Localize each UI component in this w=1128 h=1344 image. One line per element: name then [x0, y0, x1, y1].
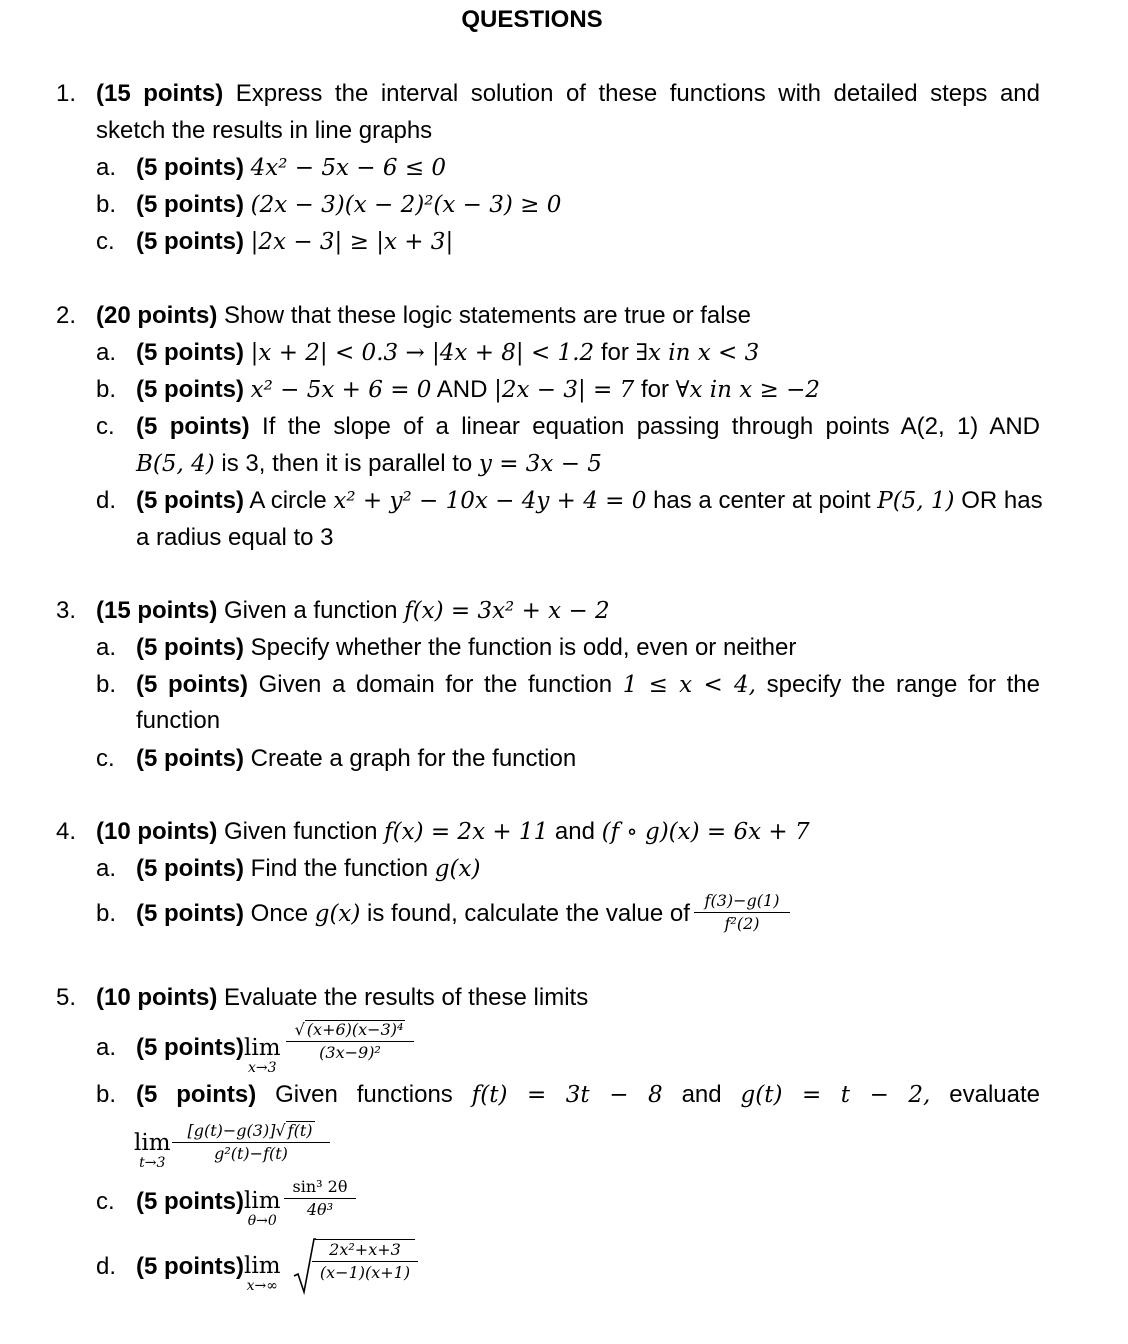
limit-operator [244, 1254, 281, 1294]
sub-text: and [681, 1081, 722, 1108]
math-expression: y = 3x − 5 [478, 451, 602, 477]
sub-text: Given functions [275, 1081, 453, 1108]
fraction-bar [694, 912, 790, 913]
radicand: f(t) [287, 1121, 313, 1140]
question-5-body [96, 983, 588, 1013]
sub-points: (5 points) [136, 855, 244, 882]
sub-text: is found, calculate the value of [367, 900, 690, 927]
sub-points: (5 points) [136, 900, 244, 927]
fraction [312, 1241, 418, 1282]
math-expression: |2x − 3| ≥ |x + 3| [250, 229, 454, 255]
fraction-numerator [172, 1121, 330, 1140]
question-points: (15 points) [96, 80, 224, 107]
sub-points: (5 points) [136, 1188, 244, 1215]
fraction-denominator: 4θ³ [306, 1200, 334, 1219]
math-expression: (2x − 3)(x − 2)²(x − 3) ≥ 0 [250, 192, 562, 218]
limit-word: lim [244, 1253, 281, 1279]
sub-question-5b-body [136, 1080, 1040, 1110]
sub-points: (5 points) [136, 339, 244, 366]
sub-label: b. [96, 376, 117, 403]
question-3-body [96, 596, 610, 626]
fraction-bar [284, 1198, 356, 1199]
question-text: Given function [224, 818, 378, 845]
sub-question-1c-body [136, 227, 453, 257]
fraction-denominator: (x−1)(x+1) [319, 1263, 411, 1282]
fraction-bar [172, 1142, 330, 1143]
sub-question-2c-body [136, 412, 1040, 442]
sub-text: OR has [961, 487, 1043, 514]
sub-question-5a-body [136, 1033, 244, 1063]
sub-points: (5 points) [136, 671, 248, 698]
sub-label: a. [96, 339, 117, 366]
sub-points: (5 points) [136, 154, 244, 181]
sub-text: A circle [249, 487, 327, 514]
sub-question-3b-continued: function [136, 707, 221, 734]
sub-question-2d-continued: a radius equal to 3 [136, 524, 334, 551]
math-expression: |x + 2| < 0.3 → |4x + 8| < 1.2 [250, 340, 595, 366]
question-points: (10 points) [96, 818, 218, 845]
math-expression: g(x) [314, 901, 361, 927]
fraction-denominator: f²(2) [724, 914, 760, 933]
sub-text: evaluate [949, 1081, 1041, 1108]
limit-operator [244, 1189, 281, 1229]
sub-label: b. [96, 671, 117, 698]
limit-subscript: x→3 [247, 1060, 277, 1076]
sub-text: Specify whether the function is odd, even or neither [250, 634, 797, 661]
fraction-numerator: 2x²+x+3 [329, 1240, 401, 1259]
question-number: 1. [56, 80, 77, 107]
fraction [286, 1020, 414, 1062]
sub-points: (5 points) [136, 376, 244, 403]
sub-label: d. [96, 1253, 117, 1280]
math-expression: x² + y² − 10x − 4y + 4 = 0 [333, 488, 647, 514]
sqrt-icon: √ [294, 1020, 305, 1039]
sub-points: (5 points) [136, 1081, 257, 1108]
sub-label: d. [96, 487, 117, 514]
limit-subscript: x→∞ [246, 1278, 278, 1294]
question-text-continued: sketch the results in line graphs [96, 117, 433, 144]
sub-label: c. [96, 413, 115, 440]
sub-question-2b-body [136, 375, 820, 405]
sub-text: is 3, then it is parallel to [221, 450, 473, 477]
sub-text: specify the range for the [766, 671, 1041, 698]
question-number: 2. [56, 302, 77, 329]
question-points: (20 points) [96, 302, 218, 329]
sub-text: AND [436, 376, 488, 403]
fraction-bar [286, 1041, 414, 1042]
sub-points: (5 points) [136, 228, 244, 255]
sub-question-4a-body [136, 854, 480, 884]
math-expression: f(t) = 3t − 8 [471, 1082, 663, 1108]
sub-label: a. [96, 855, 117, 882]
sub-label: c. [96, 745, 115, 772]
fraction [284, 1178, 356, 1219]
math-expression: g(t) = t − 2, [740, 1082, 931, 1108]
fraction-denominator: g²(t)−f(t) [214, 1144, 288, 1163]
sub-label: c. [96, 228, 115, 255]
limit-operator [244, 1036, 281, 1076]
sub-text: If the slope of a linear equation passing through points A(2, 1) AND [262, 413, 1040, 440]
sub-text: Create a graph for the function [250, 745, 577, 772]
question-points: (15 points) [96, 597, 218, 624]
fraction-numerator: f(3)−g(1) [704, 891, 780, 910]
math-expression: ∀x in x ≥ −2 [675, 377, 821, 403]
sub-question-1a-body [136, 153, 446, 183]
limit-subscript: θ→0 [247, 1213, 277, 1229]
fraction-bar [312, 1261, 418, 1262]
sub-label: b. [96, 1081, 117, 1108]
fraction [694, 892, 790, 933]
sub-label: a. [96, 634, 117, 661]
numerator-bracket-term: [g(t)−g(3)] [187, 1121, 276, 1140]
sub-points: (5 points) [136, 191, 244, 218]
sub-text: Once [250, 900, 309, 927]
sub-label: b. [96, 900, 117, 927]
sub-points: (5 points) [136, 634, 244, 661]
sub-question-3a-body [136, 633, 796, 663]
sub-question-5c-body [136, 1187, 244, 1217]
math-expression: x² − 5x + 6 = 0 [250, 377, 432, 403]
sub-text: for [640, 376, 669, 403]
sub-text: Find the function [250, 855, 429, 882]
sub-question-2d-body [136, 486, 1043, 516]
sub-points: (5 points) [136, 413, 250, 440]
math-expression: f(x) = 3x² + x − 2 [404, 598, 610, 624]
sub-text: has a center at point [653, 487, 871, 514]
sub-question-3c-body [136, 744, 576, 774]
sqrt-icon: √ [275, 1121, 286, 1140]
math-expression: (f ∘ g)(x) = 6x + 7 [601, 819, 810, 845]
sub-question-2a-body [136, 338, 759, 368]
question-text: Show that these logic statements are true or false [224, 302, 751, 329]
sub-points: (5 points) [136, 487, 244, 514]
limit-word: lim [244, 1188, 281, 1214]
limit-operator [134, 1131, 171, 1171]
sub-question-4b-body [136, 899, 690, 929]
question-text: Given a function [224, 597, 398, 624]
sub-question-3b-body [136, 670, 1040, 700]
sub-points: (5 points) [136, 745, 244, 772]
limit-subscript: t→3 [139, 1155, 166, 1171]
radicand: (x+6)(x−3)⁴ [306, 1020, 404, 1039]
math-expression: g(x) [434, 856, 481, 882]
sub-label: c. [96, 1188, 115, 1215]
math-expression: |2x − 3| = 7 [494, 377, 635, 403]
math-expression: 4x² − 5x − 6 ≤ 0 [250, 155, 447, 181]
question-2-body [96, 301, 751, 331]
fraction [172, 1121, 330, 1163]
limit-word: lim [244, 1035, 281, 1061]
sub-question-2c-continued [136, 449, 602, 479]
question-number: 3. [56, 597, 77, 624]
question-4-body [96, 817, 810, 847]
question-text: Express the interval solution of these functions with detailed steps and [235, 80, 1040, 107]
question-text: and [554, 818, 595, 845]
question-text: Evaluate the results of these limits [224, 984, 589, 1011]
sub-question-1b-body [136, 190, 561, 220]
fraction-denominator: (3x−9)² [319, 1043, 381, 1062]
limit-word: lim [134, 1130, 171, 1156]
sub-label: b. [96, 191, 117, 218]
fraction-numerator [286, 1020, 414, 1039]
math-expression: 1 ≤ x < 4, [622, 672, 756, 698]
math-expression: ∃x in x < 3 [635, 340, 760, 366]
sub-label: a. [96, 1034, 117, 1061]
sub-points: (5 points) [136, 1034, 244, 1061]
page-title: QUESTIONS [461, 6, 603, 33]
sub-points: (5 points) [136, 1253, 244, 1280]
math-expression: B(5, 4) [136, 451, 215, 477]
question-points: (10 points) [96, 984, 218, 1011]
sub-question-5d-body [136, 1252, 244, 1282]
question-number: 4. [56, 818, 77, 845]
math-expression: f(x) = 2x + 11 [384, 819, 549, 845]
math-expression: P(5, 1) [877, 488, 955, 514]
question-number: 5. [56, 984, 77, 1011]
sub-text: for [600, 339, 629, 366]
sub-text: Given a domain for the function [258, 671, 613, 698]
sub-label: a. [96, 154, 117, 181]
fraction-numerator: sin³ 2θ [292, 1177, 348, 1196]
